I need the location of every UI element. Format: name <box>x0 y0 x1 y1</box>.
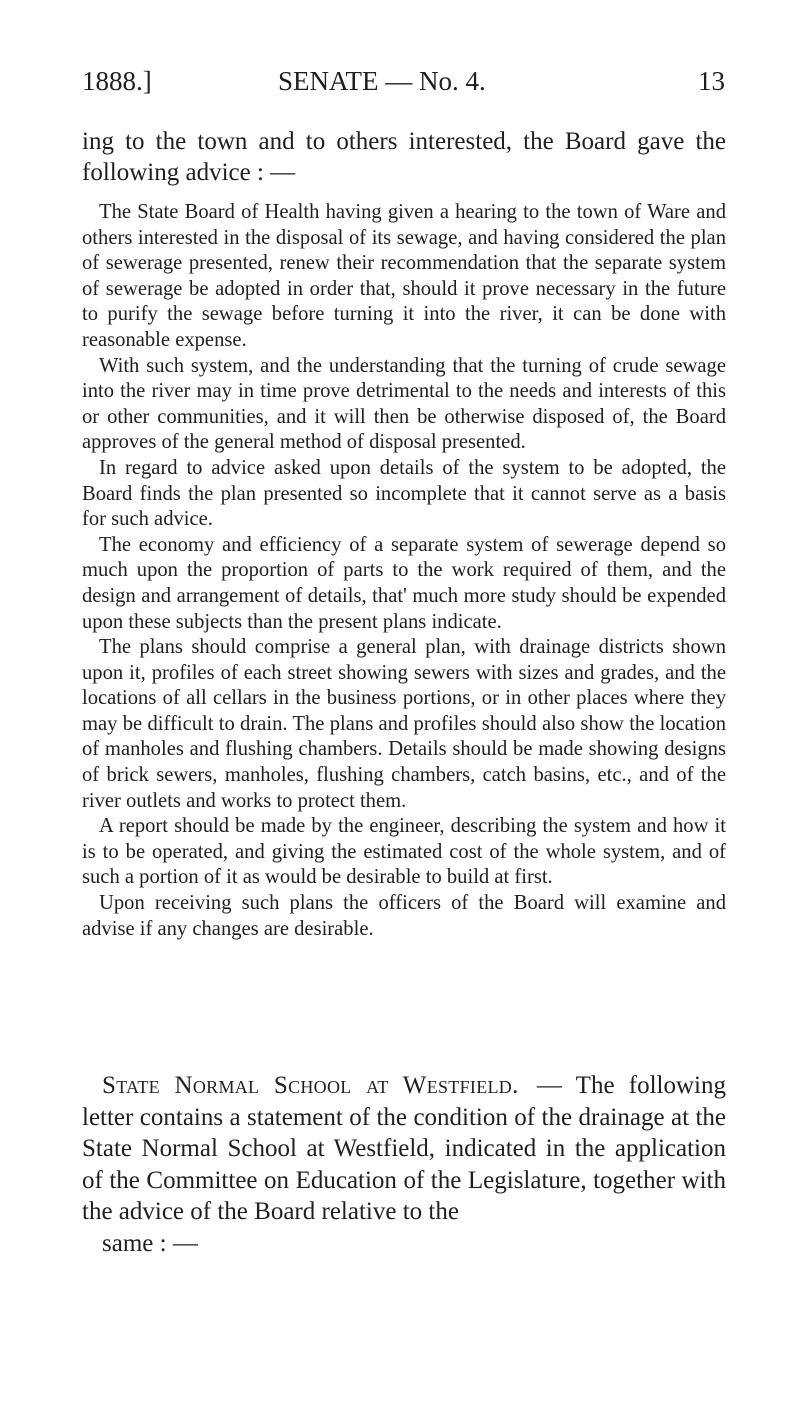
header-year: 1888.] <box>82 66 152 96</box>
section-heading: State Normal School at Westfield. <box>102 1072 519 1099</box>
section-body: The following letter contains a statement of the condition of the drainage at the State Normal School at Westfield, indicated in the application of the Committee on Education of the Legislature, together with the advice of the Board relative to the <box>82 1072 726 1225</box>
advice-paragraph-3: In regard to advice asked upon details of the system to be adopted, the Board finds the plan presented so incomplete that it cannot serve as a basis for such advice. <box>82 456 726 531</box>
advice-paragraph-5: The plans should comprise a general plan, with drainage districts shown upon it, profiles of each street showing sewers with sizes and grades, and the locations of all cellars in the business portions, or in other places where they may be difficult to drain. The plans and profiles should also show the location of manholes and flushing chambers. Details should be made showing designs of brick sewers, manholes, flushing chambers, catch basins, etc., and of the river outlets and works to protect them. <box>82 636 726 812</box>
header-title: SENATE — No. 4. <box>278 66 486 96</box>
board-advice-block <box>82 200 726 942</box>
lead-paragraph: ing to the town and to others interested, the Board gave the following advice : — <box>82 128 726 186</box>
advice-paragraph-2: With such system, and the understanding that the turning of crude sewage into the river may in time prove detrimental to the needs and interests of this or other communities, and it will then be otherwise disposed of, the Board approves of the general method of disposal presented. <box>82 354 726 454</box>
advice-paragraph-6: A report should be made by the engineer, describing the system and how it is to be operated, and giving the estimated cost of the whole system, and of such a portion of it as would be desirable to build at first. <box>82 815 726 889</box>
section-dash: — <box>522 1072 576 1099</box>
advice-paragraph-1: The State Board of Health having given a hearing to the town of Ware and others interested in the disposal of its sewage, and having considered the plan of sewerage presented, renew their recommendation that the separate system of sewerage be adopted in order that, should it prove necessary in the future to purify the sewage before turning it into the river, it can be done with reasonable expense. <box>82 201 726 351</box>
advice-paragraph-4: The economy and efficiency of a separate system of sewerage depend so much upon the proportion of parts to the work required of them, and the design and arrangement of details, that' much more study should be expended upon these subjects than the present plans indicate. <box>82 533 726 633</box>
page-number: 13 <box>698 66 725 96</box>
section-tail: same : — <box>102 1229 198 1257</box>
running-header <box>82 64 725 98</box>
advice-paragraph-7: Upon receiving such plans the officers of the Board will examine and advise if any changes are desirable. <box>82 892 726 940</box>
westfield-section <box>82 1070 726 1259</box>
